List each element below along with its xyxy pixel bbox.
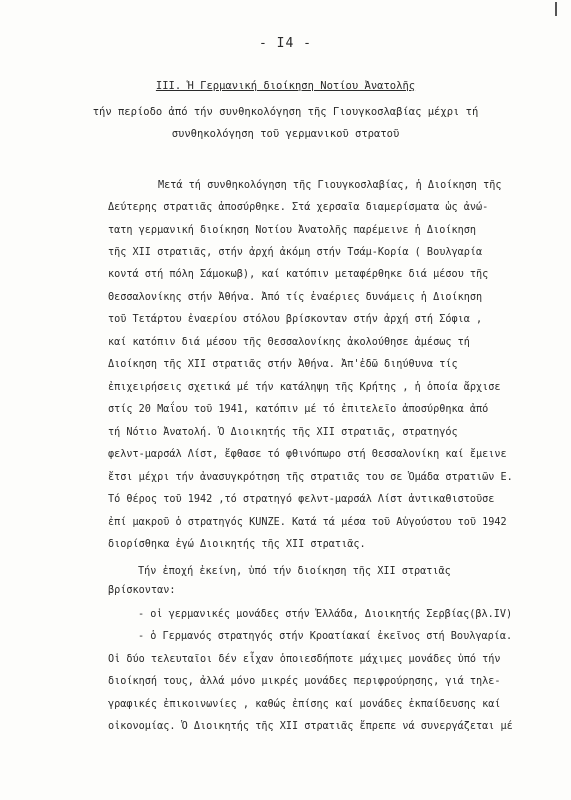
body-line-5: κοντά στή πόλη Σάμοκωβ), καί κατόπιν μεταφέρθηκε διά μέσου τῆς bbox=[108, 269, 489, 280]
body-line-6: Θεσσαλονίκης στήν Ἀθήνα. Ἀπό τίς ἐναέριες δυνάμεις ἡ Διοίκηση bbox=[108, 292, 483, 303]
body-line-12: τή Νότιο Ἀνατολή. Ὁ Διοικητής τῆς XII στρατιᾶς, στρατηγός bbox=[108, 427, 458, 438]
body-line-2: Δεύτερης στρατιᾶς ἀποσύρθηκε. Στά χερσαῖα διαμερίσματα ὡς ἀνώ- bbox=[108, 202, 489, 213]
body-line-24: γραφικές ἐπικοινωνίες , καθώς ἐπίσης καί μονάδες ἐκπαίδευσης καί bbox=[108, 699, 501, 710]
list-item-1: - οἱ γερμανικές μονάδες στήν Ἑλλάδα, Διοικητής Σερβίας(βλ.IV) bbox=[138, 609, 513, 620]
list-item-2: - ὁ Γερμανός στρατηγός στήν Κροατίακαί ἐκεῖνος στή Βουλγαρία. bbox=[138, 631, 513, 642]
body-line-14: ἔτσι μέχρι τήν ἀνασυγκρότηση τῆς στρατιᾶς του σε Ὁμάδα στρατιῶν Ε. bbox=[108, 472, 513, 483]
body-line-16: ἐπί μακροῦ ὁ στρατηγός KUNZE. Κατά τά μέσα τοῦ Αὐγούστου τοῦ 1942 bbox=[108, 517, 507, 528]
corner-mark bbox=[549, 2, 557, 16]
section-title-line-3: συνθηκολόγηση τοῦ γερμανικοῦ στρατοῦ bbox=[171, 128, 400, 140]
body-line-18: Τήν ἐποχή ἐκείνη, ὑπό τήν διοίκηση τῆς XII στρατιᾶς bbox=[138, 566, 451, 577]
body-line-17: διορίσθηκα ἐγώ Διοικητής τῆς XII στρατιᾶς. bbox=[108, 539, 366, 550]
body-line-15: Τό θέρος τοῦ 1942 ,τό στρατηγό φελντ-μαρσάλ Λίστ ἀντικαθιστοῦσε bbox=[108, 494, 495, 505]
body-line-13: φελντ-μαρσάλ Λίστ, ἔφθασε τό φθινόπωρο στή Θεσσαλονίκη καί ἔμεινε bbox=[108, 449, 507, 460]
body-line-22: Οἱ δύο τελευταῖοι δέν εἶχαν ὁποιεσδήποτε μάχιμες μονάδες ὑπό τήν bbox=[108, 654, 501, 665]
body-line-4: τῆς XII στρατιᾶς, στήν ἀρχή ἀκόμη στήν Τσάμ-Κορία ( Βουλγαρία bbox=[108, 247, 483, 258]
page-number: - I4 - bbox=[259, 36, 312, 51]
body-line-19: βρίσκονταν: bbox=[108, 585, 176, 596]
body-line-11: στίς 20 Μαΐου τοῦ 1941, κατόπιν μέ τό ἐπιτελεῖο ἀποσύρθηκα ἀπό bbox=[108, 404, 489, 415]
body-line-9: Διοίκηση τῆς XII στρατιᾶς στήν Ἀθήνα. Ἀπ'ἐδῶ διηύθυνα τίς bbox=[108, 359, 458, 370]
body-line-8: καί κατόπιν διά μέσου τῆς Θεσσαλονίκης ἀκολούθησε ἀμέσως τή bbox=[108, 337, 470, 348]
body-line-10: ἐπιχειρήσεις σχετικά μέ τήν κατάληψη τῆς Κρήτης , ἡ ὁποία ἄρχισε bbox=[108, 382, 501, 393]
body-line-7: τοῦ Τετάρτου ἐναερίου στόλου βρίσκονταν στήν ἀρχή στή Σόφια , bbox=[108, 314, 483, 325]
body-line-23: διοίκησή τους, ἀλλά μόνο μικρές μονάδες περιφρούρησης, γιά τηλε- bbox=[108, 676, 501, 687]
body-line-3: τατη γερμανική διοίκηση Νοτίου Ἀνατολῆς παρέμεινε ἡ Διοίκηση bbox=[108, 225, 477, 236]
body-line-25: οἰκονομίας. Ὁ Διοικητής τῆς XII στρατιᾶς ἔπρεπε νά συνεργάζεται μέ bbox=[108, 721, 513, 732]
section-title: III. Ἡ Γερμανική διοίκηση Νοτίου Ἀνατολῆς bbox=[155, 80, 416, 92]
section-title-line-2: τήν περίοδο ἀπό τήν συνθηκολόγηση τῆς Γιουγκοσλαβίας μέχρι τή bbox=[92, 106, 479, 118]
body-line-1: Μετά τή συνθηκολόγηση τῆς Γιουγκοσλαβίας, ἡ Διοίκηση τῆς bbox=[158, 180, 502, 191]
